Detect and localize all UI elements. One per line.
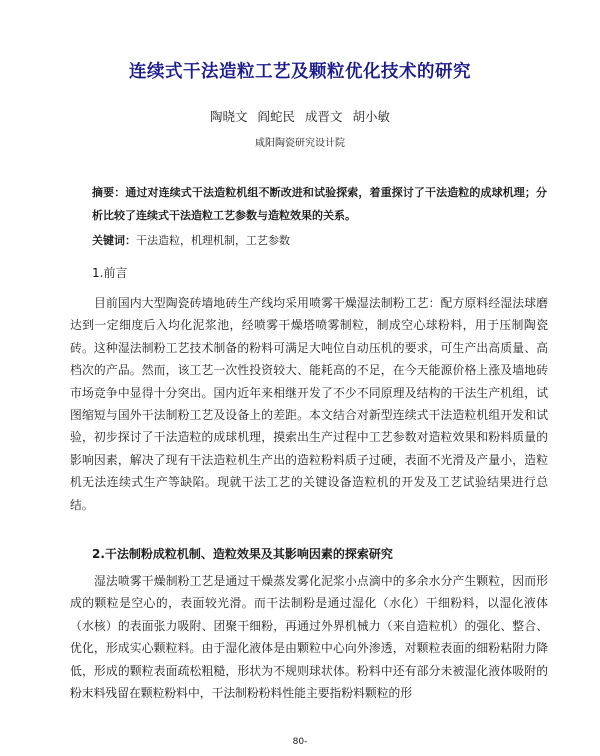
abstract xyxy=(92,181,547,227)
section-2-heading: 2.干法制粉成粒机制、造粒效果及其影响因素的探索研究 xyxy=(92,547,393,561)
abstract-text: 通过对连续式干法造粒机组不断改进和试验探索，着重探讨了干法造粒的成球机理；分析比较了连续式干法造粒工艺参数与造粒效果的关系。 xyxy=(92,186,548,222)
author-name: 陶晓文 xyxy=(209,109,248,124)
affiliation: 咸阳陶瓷研究设计院 xyxy=(255,138,345,149)
author-list xyxy=(0,107,600,125)
author-name: 胡小敏 xyxy=(352,109,390,124)
paper-title: 连续式干法造粒工艺及颗粒优化技术的研究 xyxy=(129,62,471,82)
section-2-paragraph: 湿法喷雾干燥制粉工艺是通过干燥蒸发雾化泥浆小点滴中的多余水分产生颗粒，因而形成的颗粒是空心的，表面较光滑。而干法制粉是通过湿化（水化）干细粉料，以湿化液体（水核）的表面张力吸附、团聚干细粉，再通过外界机械力（来自造粒机）的强化、整合、优化，形成实心颗粒料。由于湿化液体是由颗粒中心向外渗透，对颗粒表面的细粉粘附力降低，形成的颗粒表面疏松粗糙，形状为不规则球状体。粉料中还有部分未被湿化液体吸附的粉末料残留在颗粒粉料中，干法制粉粉料性能主要指粉料颗粒的形 xyxy=(70,574,548,701)
page-number: 80- xyxy=(292,737,308,747)
keywords-text: 干法造粒，机理机制，工艺参数 xyxy=(136,234,290,247)
section-1-paragraph: 目前国内大型陶瓷砖墙地砖生产线均采用喷雾干燥湿法制粉工艺：配方原料经湿法球磨达到一定细度后入均化泥浆池，经喷雾干燥塔喷雾制粒，制成空心球粉料，用于压制陶瓷砖。这种湿法制粉工艺技术制备的粉料可满足大吨位自动压机的要求，可生产出高质量、高档次的产品。然而，该工艺一次性投资较大、能耗高的不足，在今天能源价格上涨及墙地砖市场竞争中显得十分突出。国内近年来相继开发了不少不同原理及结构的干法生产机组，试图缩短与国外干法制粉工艺及设备上的差距。本文结合对新型连续式干法造粒机组开发和试验，初步探讨了干法造粒的成球机理，摸索出生产过程中工艺参数对造粒效果和粉料质量的影响因素，解决了现有干法造粒机生产出的造粒粉料质子过硬，表面不光滑及产量小，造粒机无法连续式生产等缺陷。现就干法工艺的关键设备造粒机的开发及工艺试验结果进行总结。 xyxy=(70,296,548,512)
keywords-label: 关键词： xyxy=(92,234,136,247)
abstract-label: 摘要： xyxy=(92,186,126,199)
author-name: 成晋文 xyxy=(304,109,343,124)
author-name: 阎蛇民 xyxy=(257,109,295,124)
keywords xyxy=(92,232,547,248)
section-1-heading: 1.前言 xyxy=(92,266,128,280)
